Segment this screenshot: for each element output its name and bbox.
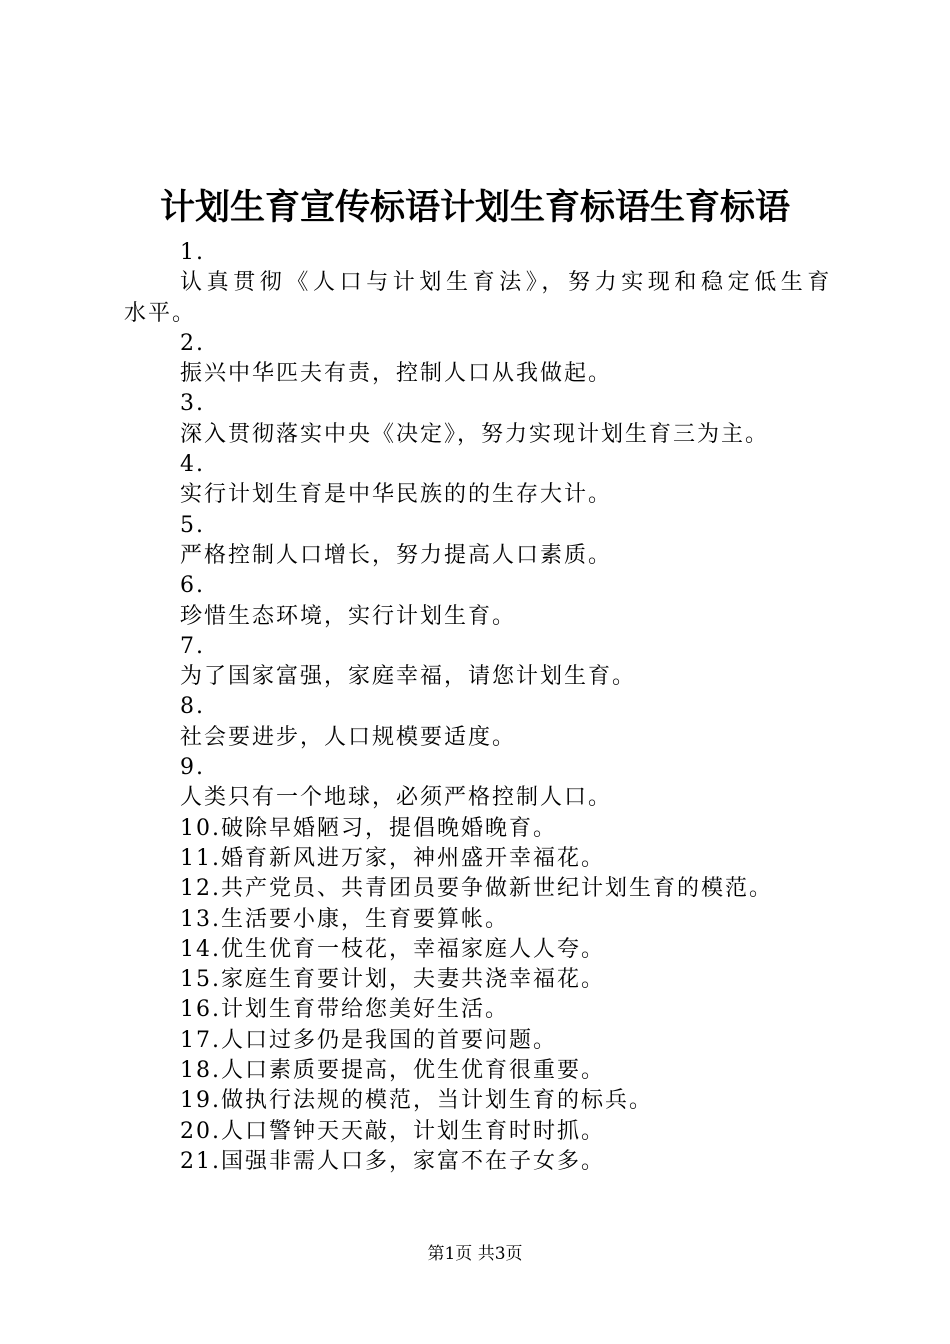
- slogan-text: 社会要进步，人口规模要适度。: [180, 724, 517, 750]
- slogan-text: 人类只有一个地球，必须严格控制人口。: [180, 785, 613, 811]
- slogan-text: 深入贯彻落实中央《决定》，努力实现计划生育三为主。: [180, 421, 770, 447]
- slogan-number: 6.: [180, 573, 205, 599]
- slogan-item: 19.做执行法规的模范，当计划生育的标兵。: [180, 1088, 653, 1114]
- slogan-item: 21.国强非需人口多，家富不在子女多。: [180, 1148, 605, 1174]
- slogan-item: 20.人口警钟天天敲，计划生育时时抓。: [180, 1118, 605, 1144]
- document-title: 计划生育宣传标语计划生育标语生育标语: [159, 188, 790, 228]
- slogan-item: 13.生活要小康，生育要算帐。: [180, 906, 509, 932]
- slogan-item: 17.人口过多仍是我国的首要问题。: [180, 1027, 557, 1053]
- slogan-item: 16.计划生育带给您美好生活。: [180, 997, 509, 1023]
- slogan-item: 12.共产党员、共青团员要争做新世纪计划生育的模范。: [180, 876, 773, 902]
- slogan-text: 严格控制人口增长，努力提高人口素质。: [180, 542, 613, 568]
- slogan-item: 14.优生优育一枝花，幸福家庭人人夸。: [180, 936, 605, 962]
- document-body: [124, 238, 834, 1177]
- slogan-text: 振兴中华匹夫有责，控制人口从我做起。: [180, 361, 613, 387]
- slogan-number: 7.: [180, 633, 205, 659]
- slogan-item: 10.破除早婚陋习，提倡晚婚晚育。: [180, 815, 557, 841]
- slogan-text: 实行计划生育是中华民族的的生存大计。: [180, 482, 613, 508]
- slogan-text: 珍惜生态环境，实行计划生育。: [180, 603, 517, 629]
- slogan-text: 为了国家富强，家庭幸福，请您计划生育。: [180, 664, 637, 690]
- slogan-item: 11.婚育新风进万家，神州盛开幸福花。: [180, 845, 605, 871]
- slogan-number: 3.: [180, 391, 205, 417]
- slogan-text: 认真贯彻《人口与计划生育法》，努力实现和稳定低生育: [180, 270, 835, 296]
- slogan-number: 2.: [180, 330, 205, 356]
- slogan-item: 18.人口素质要提高，优生优育很重要。: [180, 1058, 605, 1084]
- slogan-number: 4.: [180, 452, 205, 478]
- slogan-text-continuation: 水平。: [124, 300, 197, 326]
- slogan-number: 1.: [180, 240, 205, 265]
- slogan-item: 15.家庭生育要计划，夫妻共浇幸福花。: [180, 967, 605, 993]
- slogan-number: 9.: [180, 755, 205, 781]
- page-indicator: 第1页 共3页: [427, 1244, 523, 1264]
- slogan-number: 8.: [180, 694, 205, 720]
- slogan-number: 5.: [180, 512, 205, 538]
